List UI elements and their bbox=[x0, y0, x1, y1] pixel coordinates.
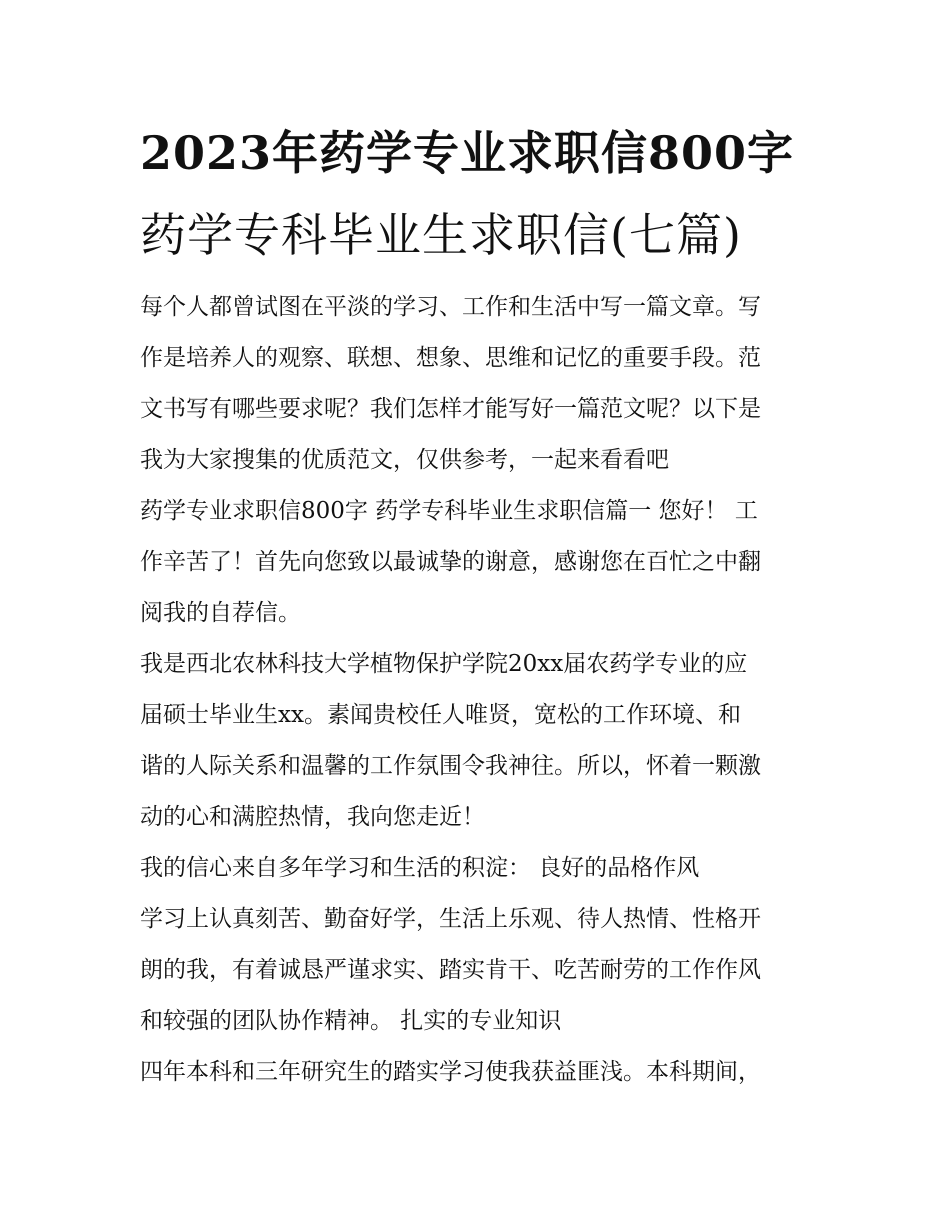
text-line: 我为大家搜集的优质范文，仅供参考，一起来看看吧 bbox=[140, 447, 669, 473]
paragraph-study bbox=[140, 1047, 812, 1098]
title-line-2: 药学专科毕业生求职信(七篇) bbox=[140, 208, 742, 262]
text-line: 作是培养人的观察、联想、想象、思维和记忆的重要手段。范 bbox=[140, 345, 761, 371]
text-line: 朗的我，有着诚恳严谨求实、踏实肯干、吃苦耐劳的工作作风 bbox=[140, 957, 761, 983]
text-line: 阅我的自荐信。 bbox=[140, 600, 301, 626]
title-line-1: 2023年药学专业求职信800字 bbox=[140, 126, 795, 180]
text-line: 动的心和满腔热情，我向您走近！ bbox=[140, 804, 485, 830]
paragraph-character bbox=[140, 894, 812, 1047]
text-line: 和较强的团队协作精神。 扎实的专业知识 bbox=[140, 1008, 562, 1034]
text-line: 每个人都曾试图在平淡的学习、工作和生活中写一篇文章。写 bbox=[140, 294, 761, 320]
text-line: 四年本科和三年研究生的踏实学习使我获益匪浅。本科期间， bbox=[140, 1059, 761, 1085]
text-line: 学习上认真刻苦、勤奋好学，生活上乐观、待人热情、性格开 bbox=[140, 906, 761, 932]
text-line: 药学专业求职信800字 药学专科毕业生求职信篇一 您好！ 工 bbox=[140, 498, 758, 524]
paragraph-confidence bbox=[140, 843, 812, 894]
paragraph-greeting bbox=[140, 486, 812, 639]
text-line: 谐的人际关系和温馨的工作氛围令我神往。所以，怀着一颗激 bbox=[140, 753, 761, 779]
text-line: 我的信心来自多年学习和生活的积淀： 良好的品格作风 bbox=[140, 855, 700, 881]
text-line: 作辛苦了！首先向您致以最诚挚的谢意，感谢您在百忙之中翻 bbox=[140, 549, 761, 575]
document-body bbox=[140, 282, 812, 1098]
text-line: 我是西北农林科技大学植物保护学院20xx届农药学专业的应 bbox=[140, 651, 748, 677]
text-line: 届硕士毕业生xx。素闻贵校任人唯贤，宽松的工作环境、和 bbox=[140, 702, 741, 728]
document-title bbox=[140, 112, 812, 276]
text-line: 文书写有哪些要求呢？我们怎样才能写好一篇范文呢？以下是 bbox=[140, 396, 761, 422]
document-page bbox=[140, 112, 812, 1098]
paragraph-intro bbox=[140, 282, 812, 486]
paragraph-self-introduction bbox=[140, 639, 812, 843]
